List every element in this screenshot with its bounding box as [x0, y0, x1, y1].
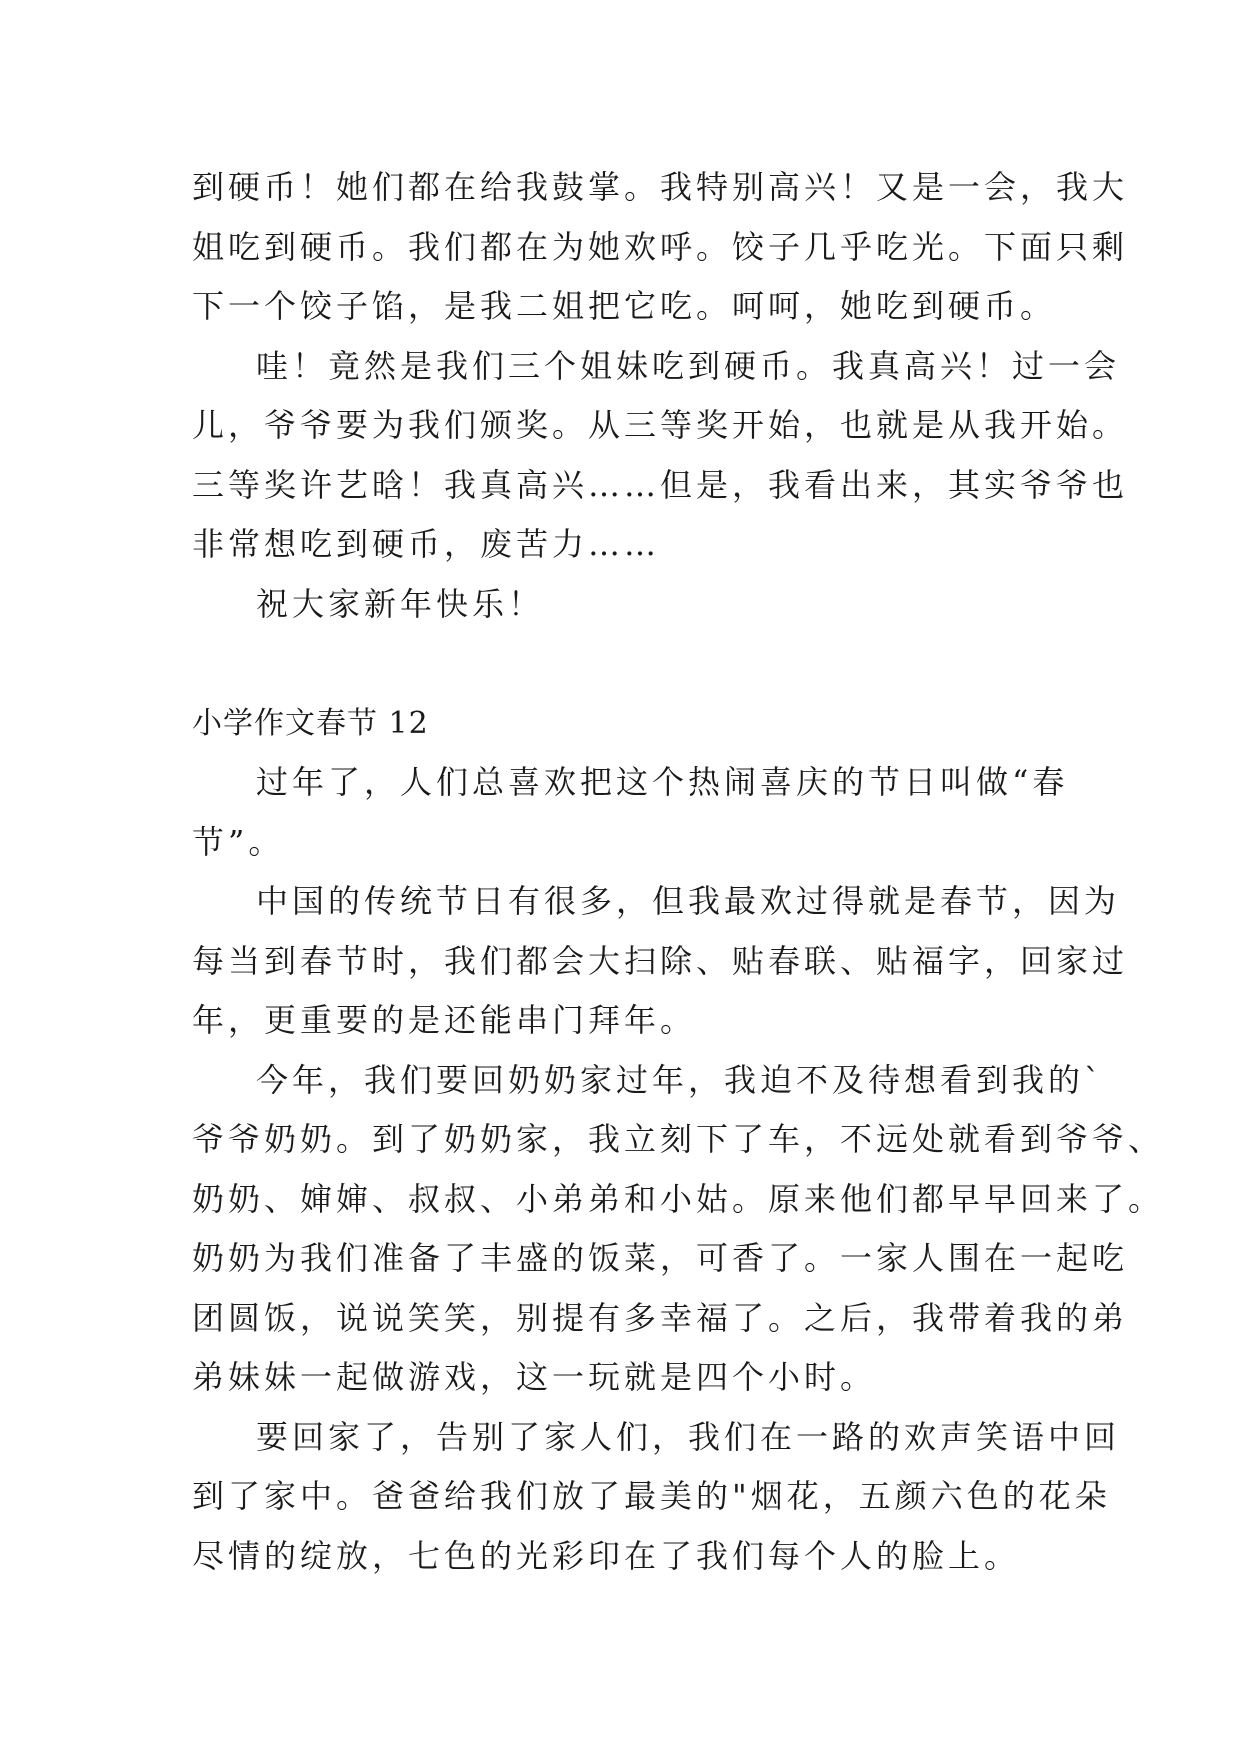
- essay-title: 小学作文春节 12: [192, 705, 429, 741]
- text-line: 要回家了，告别了家人们，我们在一路的欢声笑语中回: [256, 1417, 1121, 1456]
- text-line: 哇！竟然是我们三个姐妹吃到硬币。我真高兴！过一会: [256, 346, 1121, 385]
- text-line: 三等奖许艺晗！我真高兴……但是，我看出来，其实爷爷也: [192, 465, 1129, 504]
- text-line: 爷爷奶奶。到了奶奶家，我立刻下了车，不远处就看到爷爷、: [192, 1120, 1165, 1158]
- paragraph-1: [192, 753, 1069, 872]
- blank-gap: [192, 634, 1062, 694]
- text-line: 姐吃到硬币。我们都在为她欢呼。饺子几乎吃光。下面只剩: [192, 227, 1129, 266]
- paragraph-4: [192, 1408, 1121, 1587]
- text-line: 下一个饺子馅，是我二姐把它吃。呵呵，她吃到硬币。: [192, 287, 1057, 325]
- text-line: 每当到春节时，我们都会大扫除、贴春联、贴福字，回家过: [192, 941, 1129, 980]
- paragraph-continued: [192, 158, 1129, 337]
- text-line: 节”。: [192, 822, 285, 861]
- paragraph-greeting: [192, 575, 1062, 635]
- text-line: 年，更重要的是还能串门拜年。: [192, 1001, 697, 1039]
- text-line: 团圆饭，说说笑笑，别提有多幸福了。之后，我带着我的弟: [192, 1298, 1129, 1337]
- paragraph-2: [192, 872, 1129, 1051]
- text-line: 祝大家新年快乐！: [256, 584, 545, 623]
- text-line: 奶奶为我们准备了丰盛的饭菜，可香了。一家人围在一起吃: [192, 1239, 1129, 1277]
- text-line: 尽情的绽放，七色的光彩印在了我们每个人的脸上。: [192, 1536, 1021, 1575]
- text-line: 儿，爷爷要为我们颁奖。从三等奖开始，也就是从我开始。: [192, 406, 1129, 444]
- text-line: 非常想吃到硬币，废苦力……: [192, 525, 661, 563]
- text-line: 奶奶、婶婶、叔叔、小弟弟和小姑。原来他们都早早回来了。: [192, 1179, 1165, 1218]
- text-line: 中国的传统节日有很多，但我最欢过得就是春节，因为: [256, 882, 1121, 920]
- text-line: 到硬币！她们都在给我鼓掌。我特别高兴！又是一会，我大: [192, 168, 1129, 206]
- paragraph-award: [192, 337, 1129, 575]
- document-page: [192, 158, 1165, 1586]
- text-line: 过年了，人们总喜欢把这个热闹喜庆的节日叫做“春: [256, 763, 1069, 801]
- text-line: 弟妹妹一起做游戏，这一玩就是四个小时。: [192, 1358, 877, 1396]
- text-line: 今年，我们要回奶奶家过年，我迫不及待想看到我的`: [256, 1060, 1105, 1099]
- text-line: 到了家中。爸爸给我们放了最美的"烟花，五颜六色的花朵: [192, 1477, 1111, 1515]
- paragraph-3: [192, 1051, 1165, 1408]
